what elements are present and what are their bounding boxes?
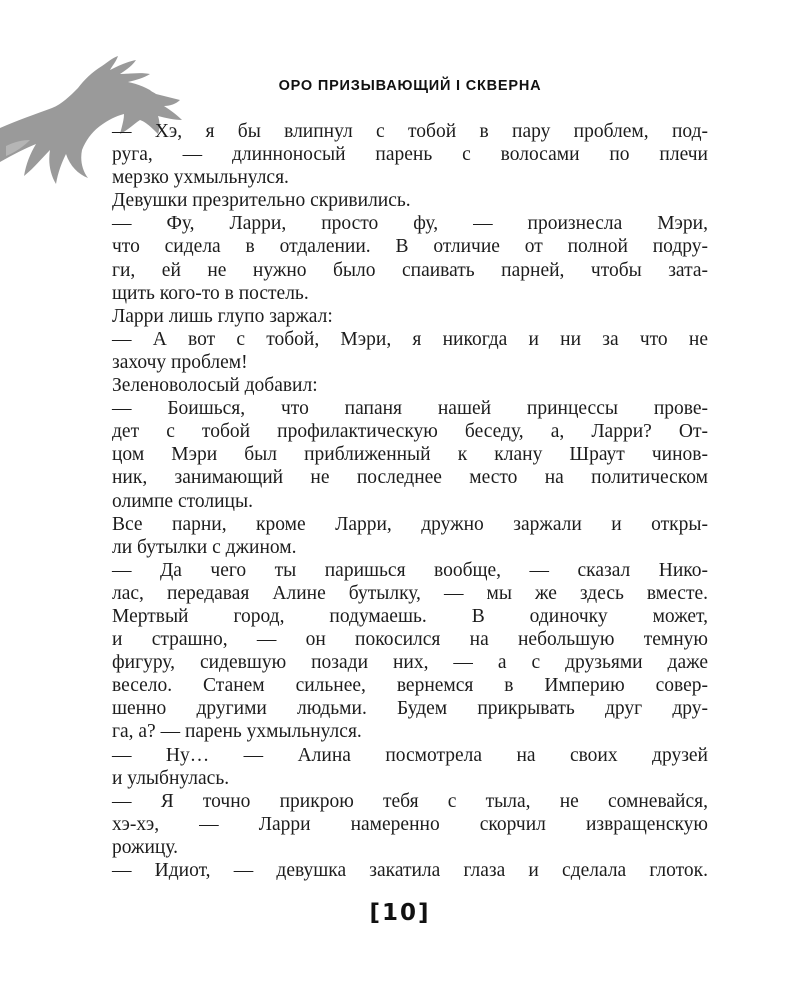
text-line: — Боишься, что папаня нашей принцессы прове-	[112, 398, 708, 420]
page-number: [10]	[369, 900, 431, 926]
text-line: — Да чего ты паришься вообще, — сказал Нико-	[112, 559, 708, 581]
text-line: га, а? — парень ухмыльнулся.	[112, 721, 362, 743]
text-line: Ларри лишь глупо заржал:	[112, 305, 333, 327]
text-line: Мертвый город, подумаешь. В одиночку может,	[112, 605, 708, 627]
body-text	[112, 120, 708, 882]
running-head-title: ОРО ПРИЗЫВАЮЩИЙ I СКВЕРНА	[278, 78, 542, 94]
paragraph	[112, 120, 708, 189]
text-line: руга, — длинноносый парень с волосами по плечи	[112, 144, 708, 166]
paragraph	[112, 744, 708, 790]
text-line: ги, ей не нужно было спаивать парней, чтобы зата-	[112, 259, 708, 281]
text-line: мерзко ухмыльнулся.	[112, 167, 289, 189]
text-line: рожицу.	[112, 836, 179, 858]
text-line: Зеленоволосый добавил:	[112, 375, 318, 397]
text-line: дет с тобой профилактическую беседу, а, Ларри? От-	[112, 421, 708, 443]
text-line: и страшно, — он покосился на небольшую темную	[112, 629, 708, 651]
text-line: — А вот с тобой, Мэри, я никогда и ни за что не	[112, 328, 708, 350]
text-line: — Ну… — Алина посмотрела на своих друзей	[112, 744, 708, 766]
text-line: цом Мэри был приближенный к клану Шраут чинов-	[112, 444, 708, 466]
paragraph	[112, 397, 708, 512]
text-line: щить кого-то в постель.	[112, 282, 309, 304]
text-line: Все парни, кроме Ларри, дружно заржали и откры-	[112, 513, 708, 535]
text-line: Девушки презрительно скривились.	[112, 190, 411, 212]
text-line: что сидела в отдалении. В отличие от полной подру-	[112, 236, 708, 258]
text-line: фигуру, сидевшую позади них, — а с друзьями даже	[112, 652, 708, 674]
paragraph	[112, 328, 708, 374]
paragraph	[112, 859, 708, 882]
text-line: ник, занимающий не последнее место на политическом	[112, 467, 708, 489]
text-line: весело. Станем сильнее, вернемся в Империю совер-	[112, 675, 708, 697]
text-line: — Фу, Ларри, просто фу, — произнесла Мэри,	[112, 213, 708, 235]
text-line: хэ-хэ, — Ларри намеренно скорчил извращенскую	[112, 813, 708, 835]
text-line: и улыбнулась.	[112, 767, 230, 789]
text-line: олимпе столицы.	[112, 490, 253, 512]
paragraph	[112, 790, 708, 859]
text-line: лас, передавая Алине бутылку, — мы же здесь вместе.	[112, 582, 708, 604]
paragraph	[112, 305, 708, 328]
paragraph	[112, 374, 708, 397]
text-line: — Я точно прикрою тебя с тыла, не сомневайся,	[112, 790, 708, 812]
text-line: шенно другими людьми. Будем прикрывать друг дру-	[112, 698, 708, 720]
paragraph	[112, 513, 708, 559]
text-line: захочу проблем!	[112, 351, 248, 373]
text-line: ли бутылки с джином.	[112, 536, 297, 558]
paragraph	[112, 212, 708, 304]
paragraph	[112, 189, 708, 212]
paragraph	[112, 559, 708, 744]
text-line: — Идиот, — девушка закатила глаза и сделала глоток.	[112, 860, 708, 881]
text-line: — Хэ, я бы влипнул с тобой в пару проблем, под-	[112, 121, 708, 142]
